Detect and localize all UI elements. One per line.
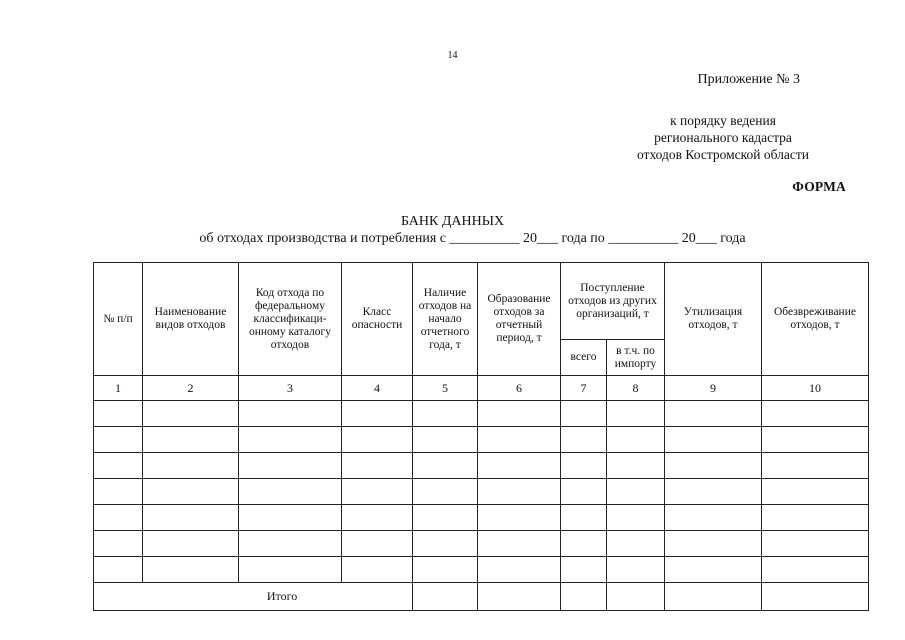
total-cell[interactable] (478, 583, 561, 611)
table-cell[interactable] (94, 505, 143, 531)
table-cell[interactable] (413, 531, 478, 557)
column-number: 8 (607, 376, 665, 401)
table-cell[interactable] (413, 505, 478, 531)
table-cell[interactable] (665, 453, 762, 479)
table-cell[interactable] (143, 557, 239, 583)
table-row (94, 479, 869, 505)
table-cell[interactable] (239, 401, 342, 427)
table-cell[interactable] (607, 453, 665, 479)
form-label: ФОРМА (792, 179, 846, 194)
table-cell[interactable] (143, 401, 239, 427)
table-cell[interactable] (94, 453, 143, 479)
table-cell[interactable] (478, 531, 561, 557)
table-cell[interactable] (342, 401, 413, 427)
header-num: № п/п (94, 263, 143, 376)
table-cell[interactable] (342, 531, 413, 557)
appendix-note-line-2: регионального кадастра (654, 130, 792, 145)
table-cell[interactable] (561, 557, 607, 583)
waste-data-table (93, 262, 869, 611)
table-cell[interactable] (561, 505, 607, 531)
table-cell[interactable] (561, 479, 607, 505)
header-hazard-class: Класс опасности (342, 263, 413, 376)
table-cell[interactable] (478, 557, 561, 583)
table-cell[interactable] (413, 453, 478, 479)
total-cell[interactable] (762, 583, 869, 611)
total-cell[interactable] (413, 583, 478, 611)
table-cell[interactable] (342, 557, 413, 583)
column-number-row (94, 376, 869, 401)
table-cell[interactable] (607, 557, 665, 583)
appendix-note-line-1: к порядку ведения (670, 113, 776, 128)
appendix-note (603, 112, 843, 163)
table-cell[interactable] (239, 427, 342, 453)
table-row (94, 505, 869, 531)
table-cell[interactable] (665, 557, 762, 583)
table-cell[interactable] (342, 479, 413, 505)
table-cell[interactable] (143, 479, 239, 505)
table-cell[interactable] (478, 479, 561, 505)
table-cell[interactable] (239, 453, 342, 479)
table-cell[interactable] (762, 453, 869, 479)
table-row (94, 531, 869, 557)
table-cell[interactable] (607, 401, 665, 427)
document-subtitle: об отходах производства и потребления с __________ 20___ года по __________ 20___ года (199, 231, 746, 246)
table-cell[interactable] (239, 557, 342, 583)
table-cell[interactable] (143, 427, 239, 453)
table-row (94, 401, 869, 427)
header-formed: Образование отходов за отчетный период, т (478, 263, 561, 376)
table-cell[interactable] (342, 505, 413, 531)
header-neutralization: Обезвреживание отходов, т (762, 263, 869, 376)
document-title: БАНК ДАННЫХ (400, 214, 505, 229)
total-cell[interactable] (561, 583, 607, 611)
table-cell[interactable] (342, 453, 413, 479)
table-cell[interactable] (561, 427, 607, 453)
page-number: 14 (447, 50, 458, 61)
header-utilization: Утилизация отходов, т (665, 263, 762, 376)
table-row (94, 427, 869, 453)
header-code: Код отхода по федеральному классификаци-онному каталогу отходов (239, 263, 342, 376)
table-cell[interactable] (143, 531, 239, 557)
table-cell[interactable] (413, 479, 478, 505)
column-number: 9 (665, 376, 762, 401)
table-cell[interactable] (665, 479, 762, 505)
table-cell[interactable] (762, 557, 869, 583)
table-cell[interactable] (762, 427, 869, 453)
total-label: Итого (94, 583, 413, 611)
table-cell[interactable] (762, 479, 869, 505)
column-number: 1 (94, 376, 143, 401)
table-cell[interactable] (561, 401, 607, 427)
table-cell[interactable] (478, 401, 561, 427)
total-cell[interactable] (665, 583, 762, 611)
table-cell[interactable] (561, 453, 607, 479)
table-cell[interactable] (607, 479, 665, 505)
table-cell[interactable] (413, 557, 478, 583)
header-received: Поступление отходов из других организаций, т (561, 263, 665, 340)
table-cell[interactable] (94, 531, 143, 557)
column-number: 6 (478, 376, 561, 401)
table-cell[interactable] (762, 401, 869, 427)
table-cell[interactable] (413, 427, 478, 453)
column-number: 7 (561, 376, 607, 401)
total-cell[interactable] (607, 583, 665, 611)
table-cell[interactable] (762, 505, 869, 531)
table-cell[interactable] (143, 453, 239, 479)
header-received-total: всего (561, 340, 607, 376)
table-cell[interactable] (478, 427, 561, 453)
table-cell[interactable] (478, 453, 561, 479)
empty-rows-body (94, 401, 869, 583)
table-cell[interactable] (342, 427, 413, 453)
table-row (94, 557, 869, 583)
table-cell[interactable] (94, 557, 143, 583)
column-number: 3 (239, 376, 342, 401)
table-cell[interactable] (143, 505, 239, 531)
table-cell[interactable] (239, 505, 342, 531)
table-cell[interactable] (665, 401, 762, 427)
table-cell[interactable] (94, 427, 143, 453)
table-cell[interactable] (561, 531, 607, 557)
table-cell[interactable] (607, 427, 665, 453)
header-received-import: в т.ч. по импорту (607, 340, 665, 376)
column-number: 2 (143, 376, 239, 401)
appendix-title: Приложение № 3 (697, 72, 800, 87)
table-cell[interactable] (762, 531, 869, 557)
table-cell[interactable] (665, 505, 762, 531)
column-number: 5 (413, 376, 478, 401)
header-row-1 (94, 263, 869, 340)
appendix-note-line-3: отходов Костромской области (636, 147, 810, 162)
table-cell[interactable] (607, 531, 665, 557)
table-cell[interactable] (94, 479, 143, 505)
total-row (94, 583, 869, 611)
table-cell[interactable] (607, 505, 665, 531)
table-cell[interactable] (239, 531, 342, 557)
table-cell[interactable] (478, 505, 561, 531)
table-cell[interactable] (413, 401, 478, 427)
column-number: 10 (762, 376, 869, 401)
column-number: 4 (342, 376, 413, 401)
header-start-of-year: Наличие отходов на начало отчетного года, т (413, 263, 478, 376)
table-cell[interactable] (665, 531, 762, 557)
table-row (94, 453, 869, 479)
table-cell[interactable] (239, 479, 342, 505)
table-cell[interactable] (94, 401, 143, 427)
table-cell[interactable] (665, 427, 762, 453)
header-name: Наименование видов отходов (143, 263, 239, 376)
